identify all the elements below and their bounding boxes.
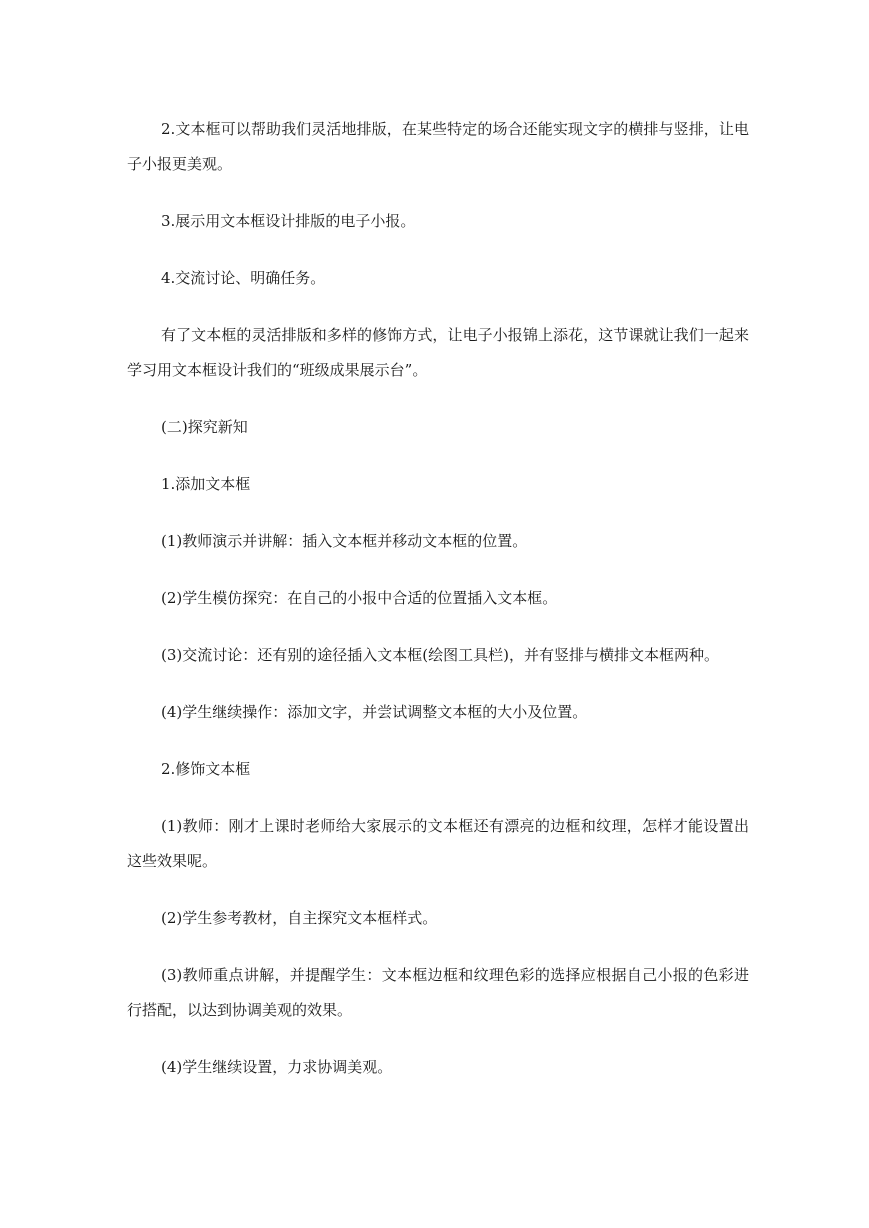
paragraph-discussion: (3)交流讨论：还有别的途径插入文本框(绘图工具栏)，并有竖排与横排文本框两种。 (161, 646, 719, 664)
paragraph-student-reference: (2)学生参考教材，自主探究文本框样式。 (161, 909, 438, 927)
paragraph-show-newspaper: 3.展示用文本框设计排版的电子小报。 (161, 212, 416, 230)
paragraph-teacher-border: (1)教师：刚才上课时老师给大家展示的文本框还有漂亮的边框和纹理，怎样才能设置出这些效果呢。 (127, 817, 749, 870)
paragraph-discuss-task: 4.交流讨论、明确任务。 (161, 269, 326, 287)
paragraph-teacher-key: (3)教师重点讲解，并提醒学生：文本框边框和纹理色彩的选择应根据自己小报的色彩进行搭配，以达到协调美观的效果。 (127, 966, 749, 1019)
paragraph-textbox-benefit: 2.文本框可以帮助我们灵活地排版，在某些特定的场合还能实现文字的横排与竖排，让电子小报更美观。 (127, 120, 749, 173)
section-heading-explore: (二)探究新知 (161, 418, 248, 436)
paragraph-teacher-demo: (1)教师演示并讲解：插入文本框并移动文本框的位置。 (161, 532, 528, 550)
subheading-decorate-textbox: 2.修饰文本框 (161, 760, 251, 778)
paragraph-introduction: 有了文本框的灵活排版和多样的修饰方式，让电子小报锦上添花，这节课就让我们一起来学习用文本框设计我们的“班级成果展示台”。 (127, 326, 749, 379)
paragraph-student-imitate: (2)学生模仿探究：在自己的小报中合适的位置插入文本框。 (161, 589, 558, 607)
paragraph-student-continue: (4)学生继续操作：添加文字，并尝试调整文本框的大小及位置。 (161, 703, 588, 721)
paragraph-student-settings: (4)学生继续设置，力求协调美观。 (161, 1058, 393, 1076)
subheading-add-textbox: 1.添加文本框 (161, 475, 251, 493)
